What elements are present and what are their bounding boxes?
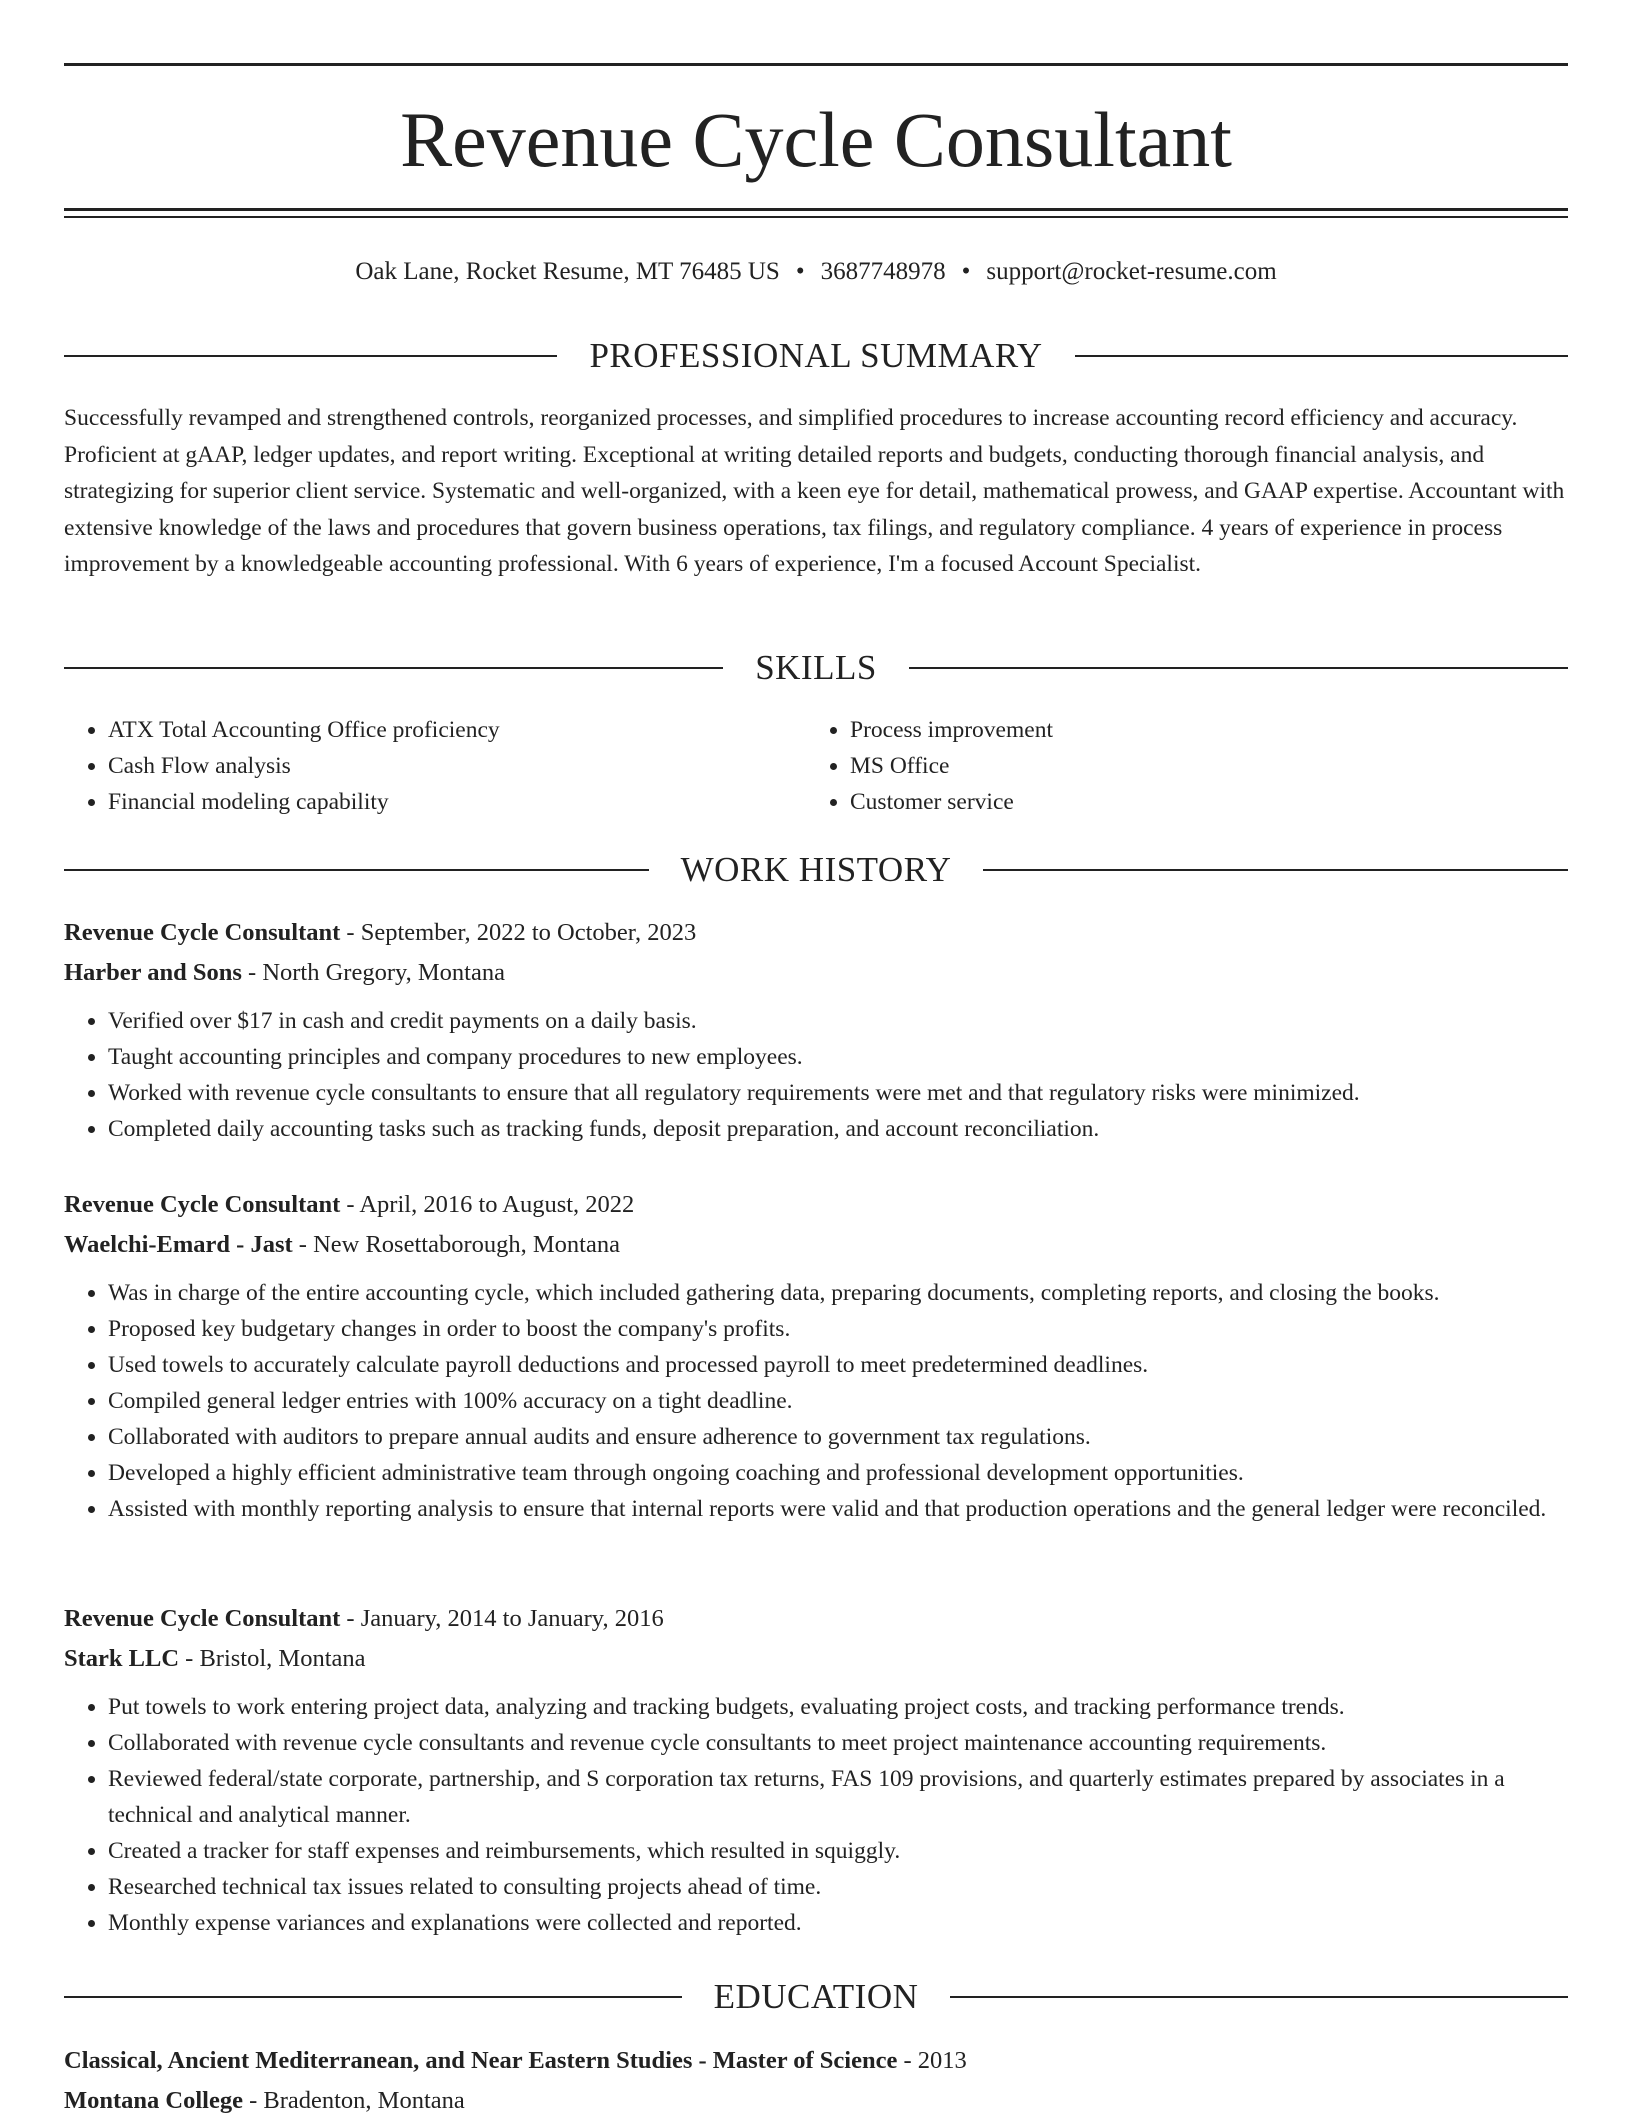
job-bullet: • Taught accounting principles and company procedures to new employees. <box>108 1039 1568 1075</box>
job-title: Revenue Cycle Consultant <box>64 1605 341 1632</box>
job-bullets <box>64 1275 1568 1527</box>
heading-rule <box>64 1996 682 1998</box>
job-bullet: • Proposed key budgetary changes in order to boost the company's profits. <box>108 1311 1568 1347</box>
education-entry <box>64 2041 1568 2121</box>
contact-separator: • <box>961 258 971 285</box>
section-title: PROFESSIONAL SUMMARY <box>589 336 1043 375</box>
header-rule-double <box>64 216 1568 218</box>
skill-item: • Customer service <box>850 784 1548 820</box>
job-title-line <box>64 1185 1568 1225</box>
job-bullet: • Collaborated with revenue cycle consultants and revenue cycle consultants to meet project maintenance accounting requirements. <box>108 1725 1568 1761</box>
summary-heading <box>64 334 1568 378</box>
contact-separator: • <box>795 258 805 285</box>
job-bullet: • Put towels to work entering project data, analyzing and tracking budgets, evaluating project costs, and tracking performance trends. <box>108 1689 1568 1725</box>
heading-rule <box>1075 355 1568 357</box>
job-location: - New Rosettaborough, Montana <box>292 1231 620 1258</box>
work-heading <box>64 848 1568 892</box>
job-bullet: • Created a tracker for staff expenses and reimbursements, which resulted in squiggly. <box>108 1833 1568 1869</box>
job-location: - North Gregory, Montana <box>241 959 505 986</box>
job-dates: - January, 2014 to January, 2016 <box>340 1605 664 1632</box>
skill-item: • Financial modeling capability <box>108 784 806 820</box>
job-bullet: • Was in charge of the entire accounting cycle, which included gathering data, preparing documents, completing reports, and closing the books. <box>108 1275 1568 1311</box>
skill-item: • MS Office <box>850 748 1548 784</box>
job-bullet: • Completed daily accounting tasks such as tracking funds, deposit preparation, and account reconciliation. <box>108 1111 1568 1147</box>
job-location: - Bristol, Montana <box>179 1645 366 1672</box>
heading-rule <box>64 869 649 871</box>
job-entry <box>64 913 1568 1147</box>
section-title: WORK HISTORY <box>680 850 952 889</box>
job-entry <box>64 1599 1568 1941</box>
resume-name: Revenue Cycle Consultant <box>400 96 1232 183</box>
job-title-line <box>64 1599 1568 1639</box>
heading-rule <box>64 355 557 357</box>
job-dates: - September, 2022 to October, 2023 <box>340 919 697 946</box>
job-company-line <box>64 1639 1568 1679</box>
job-title-line <box>64 913 1568 953</box>
job-company-line <box>64 953 1568 993</box>
skill-item: • ATX Total Accounting Office proficiency <box>108 712 806 748</box>
skill-item: • Cash Flow analysis <box>108 748 806 784</box>
heading-rule <box>64 667 723 669</box>
header-rule <box>64 208 1568 211</box>
job-bullet: • Assisted with monthly reporting analysis to ensure that internal reports were valid and that production operations and the general ledger were reconciled. <box>108 1491 1568 1527</box>
job-bullets <box>64 1689 1568 1941</box>
degree: Classical, Ancient Mediterranean, and Near Eastern Studies - Master of Science <box>64 2047 898 2074</box>
section-title: SKILLS <box>755 648 877 687</box>
contact-email: support@rocket-resume.com <box>986 258 1277 285</box>
school-line <box>64 2081 1568 2121</box>
job-bullet: • Compiled general ledger entries with 100% accuracy on a tight deadline. <box>108 1383 1568 1419</box>
job-bullet: • Researched technical tax issues related to consulting projects ahead of time. <box>108 1869 1568 1905</box>
job-bullet: • Developed a highly efficient administrative team through ongoing coaching and professional development opportunities. <box>108 1455 1568 1491</box>
job-company: Waelchi-Emard - Jast <box>64 1231 293 1258</box>
school-location: - Bradenton, Montana <box>242 2087 465 2114</box>
job-company: Stark LLC <box>64 1645 180 1672</box>
job-bullets <box>64 1003 1568 1147</box>
top-rule <box>64 63 1568 66</box>
job-entry <box>64 1185 1568 1527</box>
school: Montana College <box>64 2087 243 2114</box>
skills-list <box>64 712 1568 820</box>
job-bullet: • Collaborated with auditors to prepare annual audits and ensure adherence to government tax regulations. <box>108 1419 1568 1455</box>
heading-rule <box>983 869 1568 871</box>
contact-address: Oak Lane, Rocket Resume, MT 76485 US <box>355 258 780 285</box>
job-title: Revenue Cycle Consultant <box>64 1191 341 1218</box>
job-bullet: • Reviewed federal/state corporate, partnership, and S corporation tax returns, FAS 109 provisions, and quarterly estimates prepared by associates in a technical and analytical manner. <box>108 1761 1568 1833</box>
degree-line <box>64 2041 1568 2081</box>
job-company: Harber and Sons <box>64 959 242 986</box>
heading-rule <box>950 1996 1568 1998</box>
skill-item: • Process improvement <box>850 712 1548 748</box>
degree-year: - 2013 <box>897 2047 967 2074</box>
section-title: EDUCATION <box>713 1977 919 2016</box>
job-bullet: • Monthly expense variances and explanations were collected and reported. <box>108 1905 1568 1941</box>
summary-text: Successfully revamped and strengthened controls, reorganized processes, and simplified procedures to increase accounting record efficiency and accuracy. Proficient at gAAP, ledger updates, and report writing. Exceptional at writing detailed reports and budgets, conducting thorough financial analysis, and strategizing for superior client service. Systematic and well-organized, with a keen eye for detail, mathematical prowess, and GAAP expertise. Accountant with extensive knowledge of the laws and procedures that govern business operations, tax filings, and regulatory compliance. 4 years of experience in process improvement by a knowledgeable accounting professional. With 6 years of experience, I'm a focused Account Specialist. <box>64 405 1565 577</box>
job-bullet: • Worked with revenue cycle consultants to ensure that all regulatory requirements were met and that regulatory risks were minimized. <box>108 1075 1568 1111</box>
skills-column-left <box>64 712 806 820</box>
contact-line <box>64 254 1568 290</box>
education-heading <box>64 1975 1568 2019</box>
job-bullet: • Verified over $17 in cash and credit payments on a daily basis. <box>108 1003 1568 1039</box>
job-company-line <box>64 1225 1568 1265</box>
job-bullet: • Used towels to accurately calculate payroll deductions and processed payroll to meet predetermined deadlines. <box>108 1347 1568 1383</box>
heading-rule <box>909 667 1568 669</box>
job-title: Revenue Cycle Consultant <box>64 919 341 946</box>
contact-phone: 3687748978 <box>820 258 946 285</box>
job-dates: - April, 2016 to August, 2022 <box>340 1191 635 1218</box>
skills-heading <box>64 646 1568 690</box>
skills-column-right <box>806 712 1548 820</box>
